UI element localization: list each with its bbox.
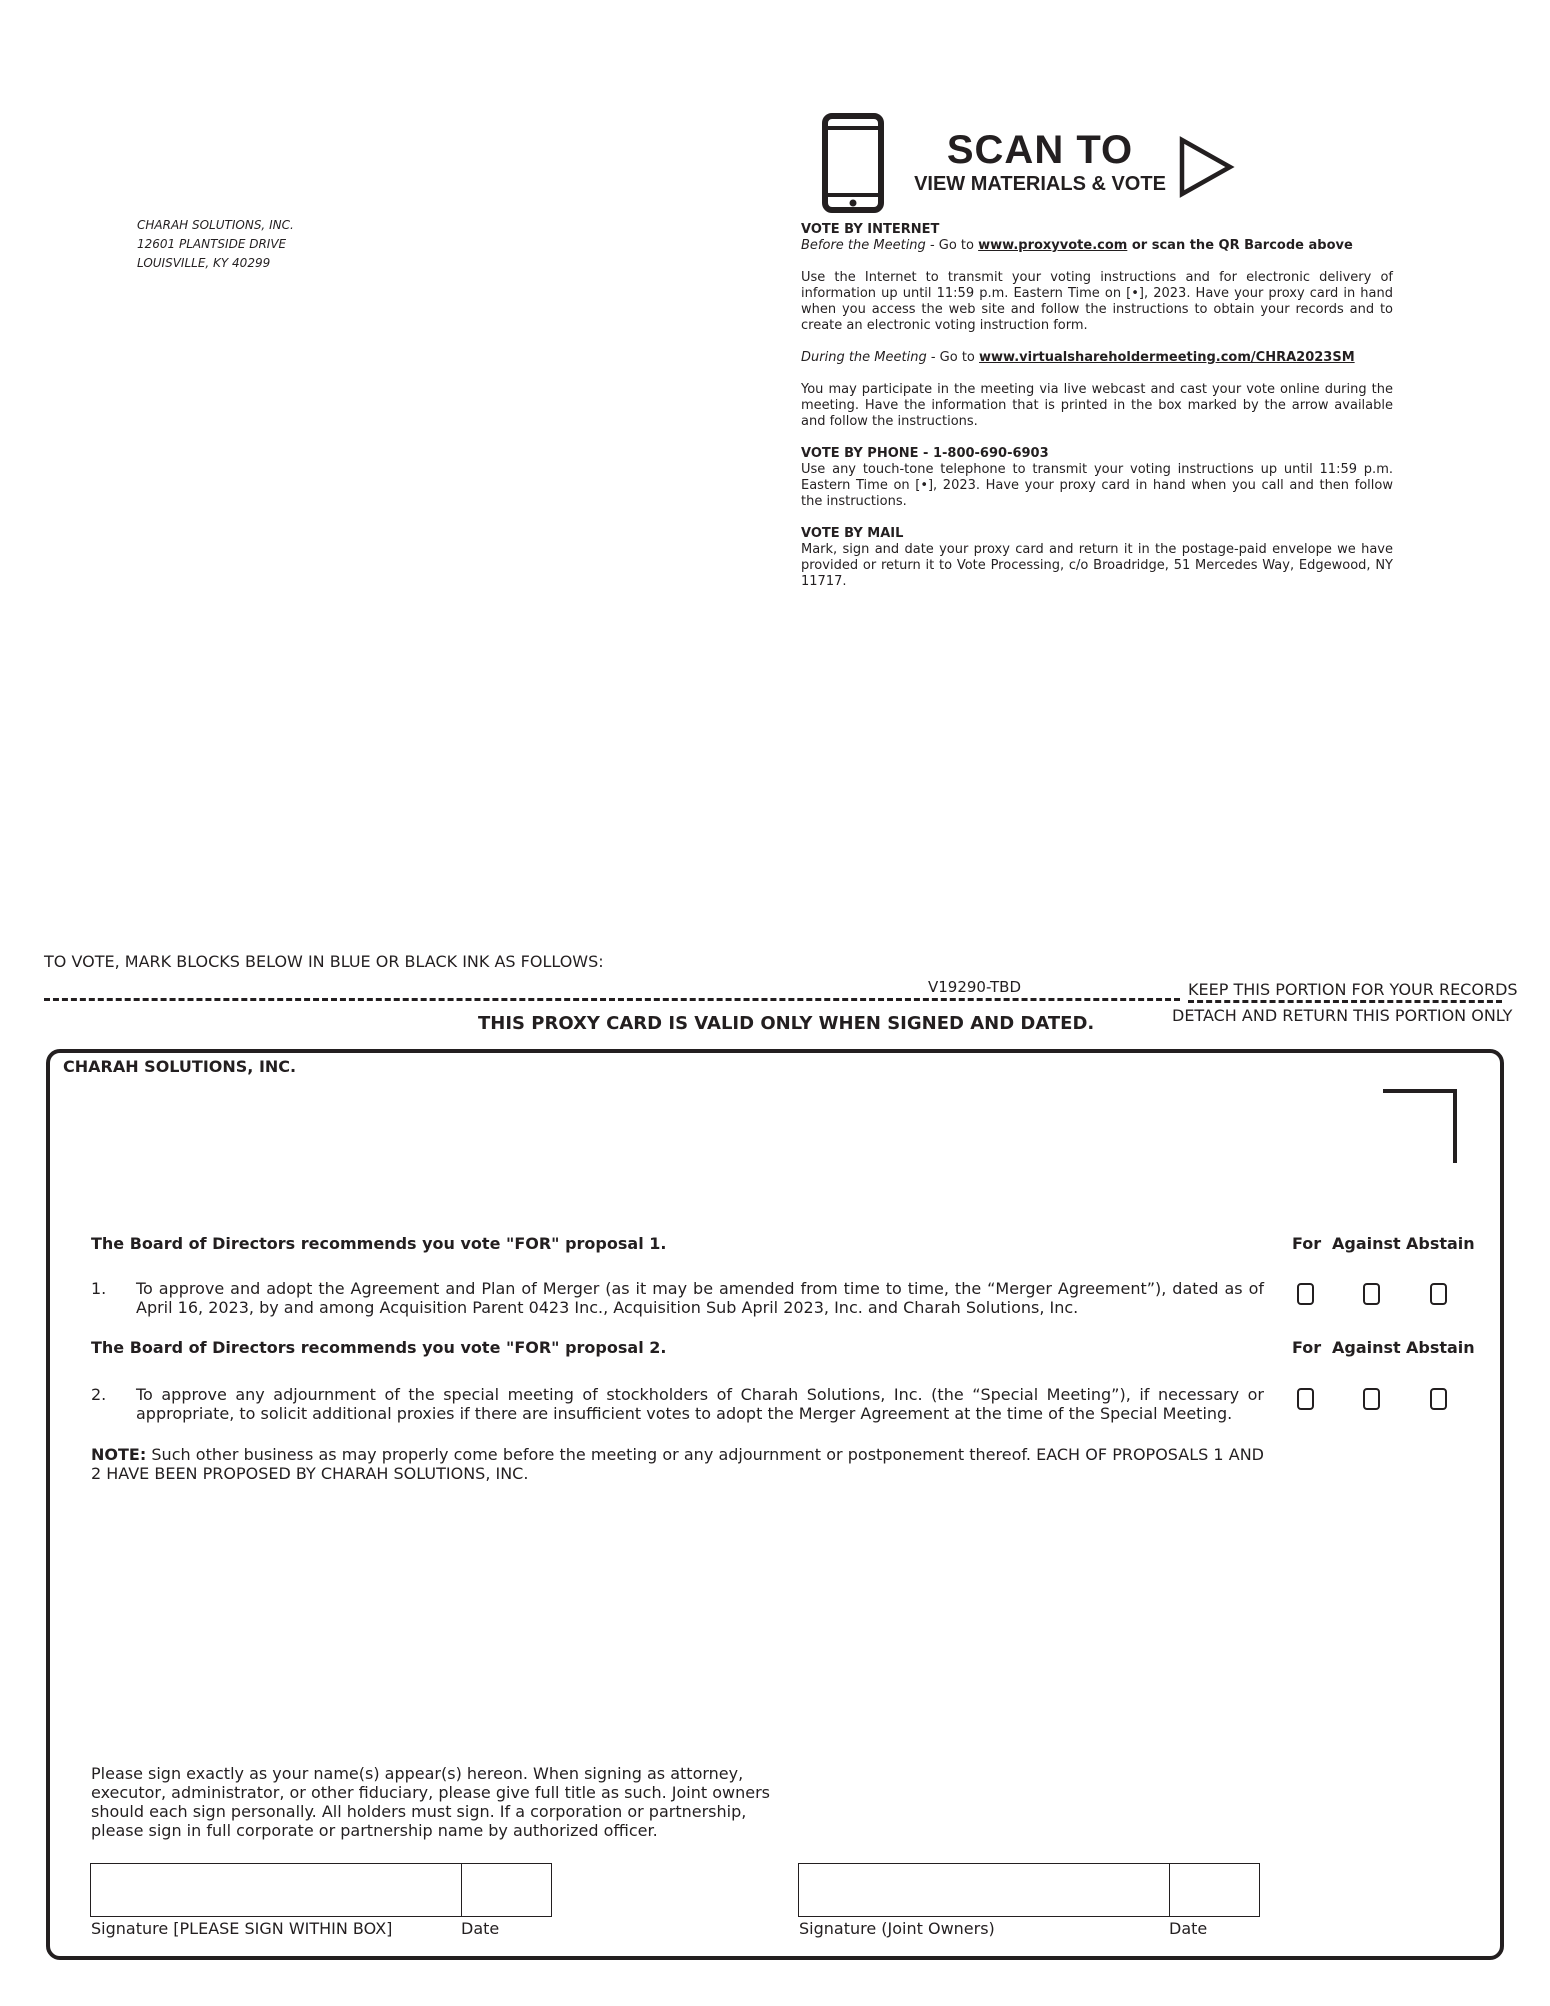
job-code: V19290-TBD (928, 978, 1022, 996)
marking-instructions: TO VOTE, MARK BLOCKS BELOW IN BLUE OR BLACK INK AS FOLLOWS: (44, 952, 604, 971)
voting-instructions (801, 222, 1393, 590)
during-meeting-label: During the Meeting (801, 350, 927, 365)
note-label: NOTE: (91, 1445, 147, 1464)
during-meeting-body: You may participate in the meeting via live webcast and cast your vote online during the meeting. Have the information that is printed in the box marked by the arrow available and follow the instructions. (801, 382, 1393, 429)
proposal1-abstain-checkbox[interactable] (1430, 1283, 1447, 1305)
joint-date-label: Date (1169, 1919, 1208, 1938)
note-text (91, 1445, 1264, 1483)
joint-signature-label: Signature (Joint Owners) (799, 1919, 995, 1938)
column-for-2: For (1292, 1338, 1322, 1357)
mail-heading: VOTE BY MAIL (801, 526, 904, 541)
proposal1-for-checkbox[interactable] (1297, 1283, 1314, 1305)
before-meeting-suffix: or scan the QR Barcode above (1127, 238, 1353, 253)
date-box[interactable] (461, 1863, 552, 1917)
proposal2-text: To approve any adjournment of the special meeting of stockholders of Charah Solutions, Inc. (the “Special Meeting”), if necessary or appropriate, to solicit additional proxies if there are insufficient votes to adopt the Merger Agreement at the time of the Special Meeting. (136, 1385, 1264, 1423)
joint-date-box[interactable] (1169, 1863, 1260, 1917)
proposal2-against-checkbox[interactable] (1363, 1388, 1380, 1410)
address-line-street: 12601 PLANTSIDE DRIVE (137, 237, 287, 251)
before-meeting-body: Use the Internet to transmit your voting instructions and for electronic delivery of information up until 11:59 p.m. Eastern Time on [•], 2023. Have your proxy card in hand when you access the web site and follow the instructions to obtain your records and to create an electronic voting instruction form. (801, 270, 1393, 333)
detach-line (44, 998, 1180, 1001)
column-against: Against (1332, 1234, 1401, 1253)
before-meeting-line (801, 238, 1393, 254)
joint-signature-box[interactable] (798, 1863, 1170, 1917)
proxyvote-link[interactable]: www.proxyvote.com (978, 238, 1128, 253)
detach-portion-label: DETACH AND RETURN THIS PORTION ONLY (1172, 1006, 1513, 1025)
address-line-company: CHARAH SOLUTIONS, INC. (137, 218, 294, 232)
keep-portion-label: KEEP THIS PORTION FOR YOUR RECORDS (1188, 980, 1502, 1003)
scan-subheading: VIEW MATERIALS & VOTE (914, 173, 1166, 195)
during-meeting-sep: - Go to (926, 350, 980, 365)
phone-body: Use any touch-tone telephone to transmit your voting instructions up until 11:59 p.m. Eastern Time on [•], 2023. Have your proxy card in hand when you call and then follow the instructions. (801, 462, 1393, 509)
scan-to-vote-title (900, 128, 1180, 196)
virtual-meeting-link[interactable]: www.virtualshareholdermeeting.com/CHRA2023SM (979, 350, 1355, 365)
proposal1-text: To approve and adopt the Agreement and Plan of Merger (as it may be amended from time to time, the “Merger Agreement”), dated as of April 16, 2023, by and among Acquisition Parent 0423 Inc., Acquisition Sub April 2023, Inc. and Charah Solutions, Inc. (136, 1279, 1264, 1317)
proposal1-number: 1. (91, 1279, 107, 1298)
proposal2-number: 2. (91, 1385, 107, 1404)
during-meeting-line (801, 350, 1393, 366)
proposal2-recommendation: The Board of Directors recommends you vote "FOR" proposal 2. (91, 1338, 667, 1357)
address-line-city: LOUISVILLE, KY 40299 (137, 256, 271, 270)
column-against-2: Against (1332, 1338, 1401, 1357)
play-arrow-icon (1178, 136, 1236, 198)
proposal1-against-checkbox[interactable] (1363, 1283, 1380, 1305)
mail-body: Mark, sign and date your proxy card and return it in the postage-paid envelope we have provided or return it to Vote Processing, c/o Broadridge, 51 Mercedes Way, Edgewood, NY 11717. (801, 542, 1393, 589)
note-body: Such other business as may properly come before the meeting or any adjournment or postponement thereof. EACH OF PROPOSALS 1 AND 2 HAVE BEEN PROPOSED BY CHARAH SOLUTIONS, INC. (91, 1445, 1264, 1483)
signature-label: Signature [PLEASE SIGN WITHIN BOX] (91, 1919, 393, 1938)
phone-heading: VOTE BY PHONE - 1-800-690-6903 (801, 446, 1049, 461)
internet-heading: VOTE BY INTERNET (801, 222, 940, 237)
signing-instructions: Please sign exactly as your name(s) appear(s) hereon. When signing as attorney, executor, administrator, or other fiduciary, please give full title as such. Joint owners should each sign personally. All holders must sign. If a corporation or partnership, please sign in full corporate or partnership name by authorized officer. (91, 1764, 770, 1840)
before-meeting-label: Before the Meeting (801, 238, 926, 253)
corner-mark (1383, 1089, 1457, 1163)
smartphone-icon (822, 113, 884, 213)
proposal2-abstain-checkbox[interactable] (1430, 1388, 1447, 1410)
column-abstain: Abstain (1406, 1234, 1475, 1253)
signature-box[interactable] (90, 1863, 462, 1917)
scan-heading: SCAN TO (946, 128, 1134, 172)
date-label: Date (461, 1919, 500, 1938)
card-company-name: CHARAH SOLUTIONS, INC. (63, 1057, 297, 1076)
proposal1-recommendation: The Board of Directors recommends you vote "FOR" proposal 1. (91, 1234, 667, 1253)
return-address (137, 216, 294, 273)
column-abstain-2: Abstain (1406, 1338, 1475, 1357)
column-for: For (1292, 1234, 1322, 1253)
valid-notice: THIS PROXY CARD IS VALID ONLY WHEN SIGNED AND DATED. (478, 1013, 1095, 1034)
before-meeting-sep: - Go to (925, 238, 979, 253)
proposal2-for-checkbox[interactable] (1297, 1388, 1314, 1410)
